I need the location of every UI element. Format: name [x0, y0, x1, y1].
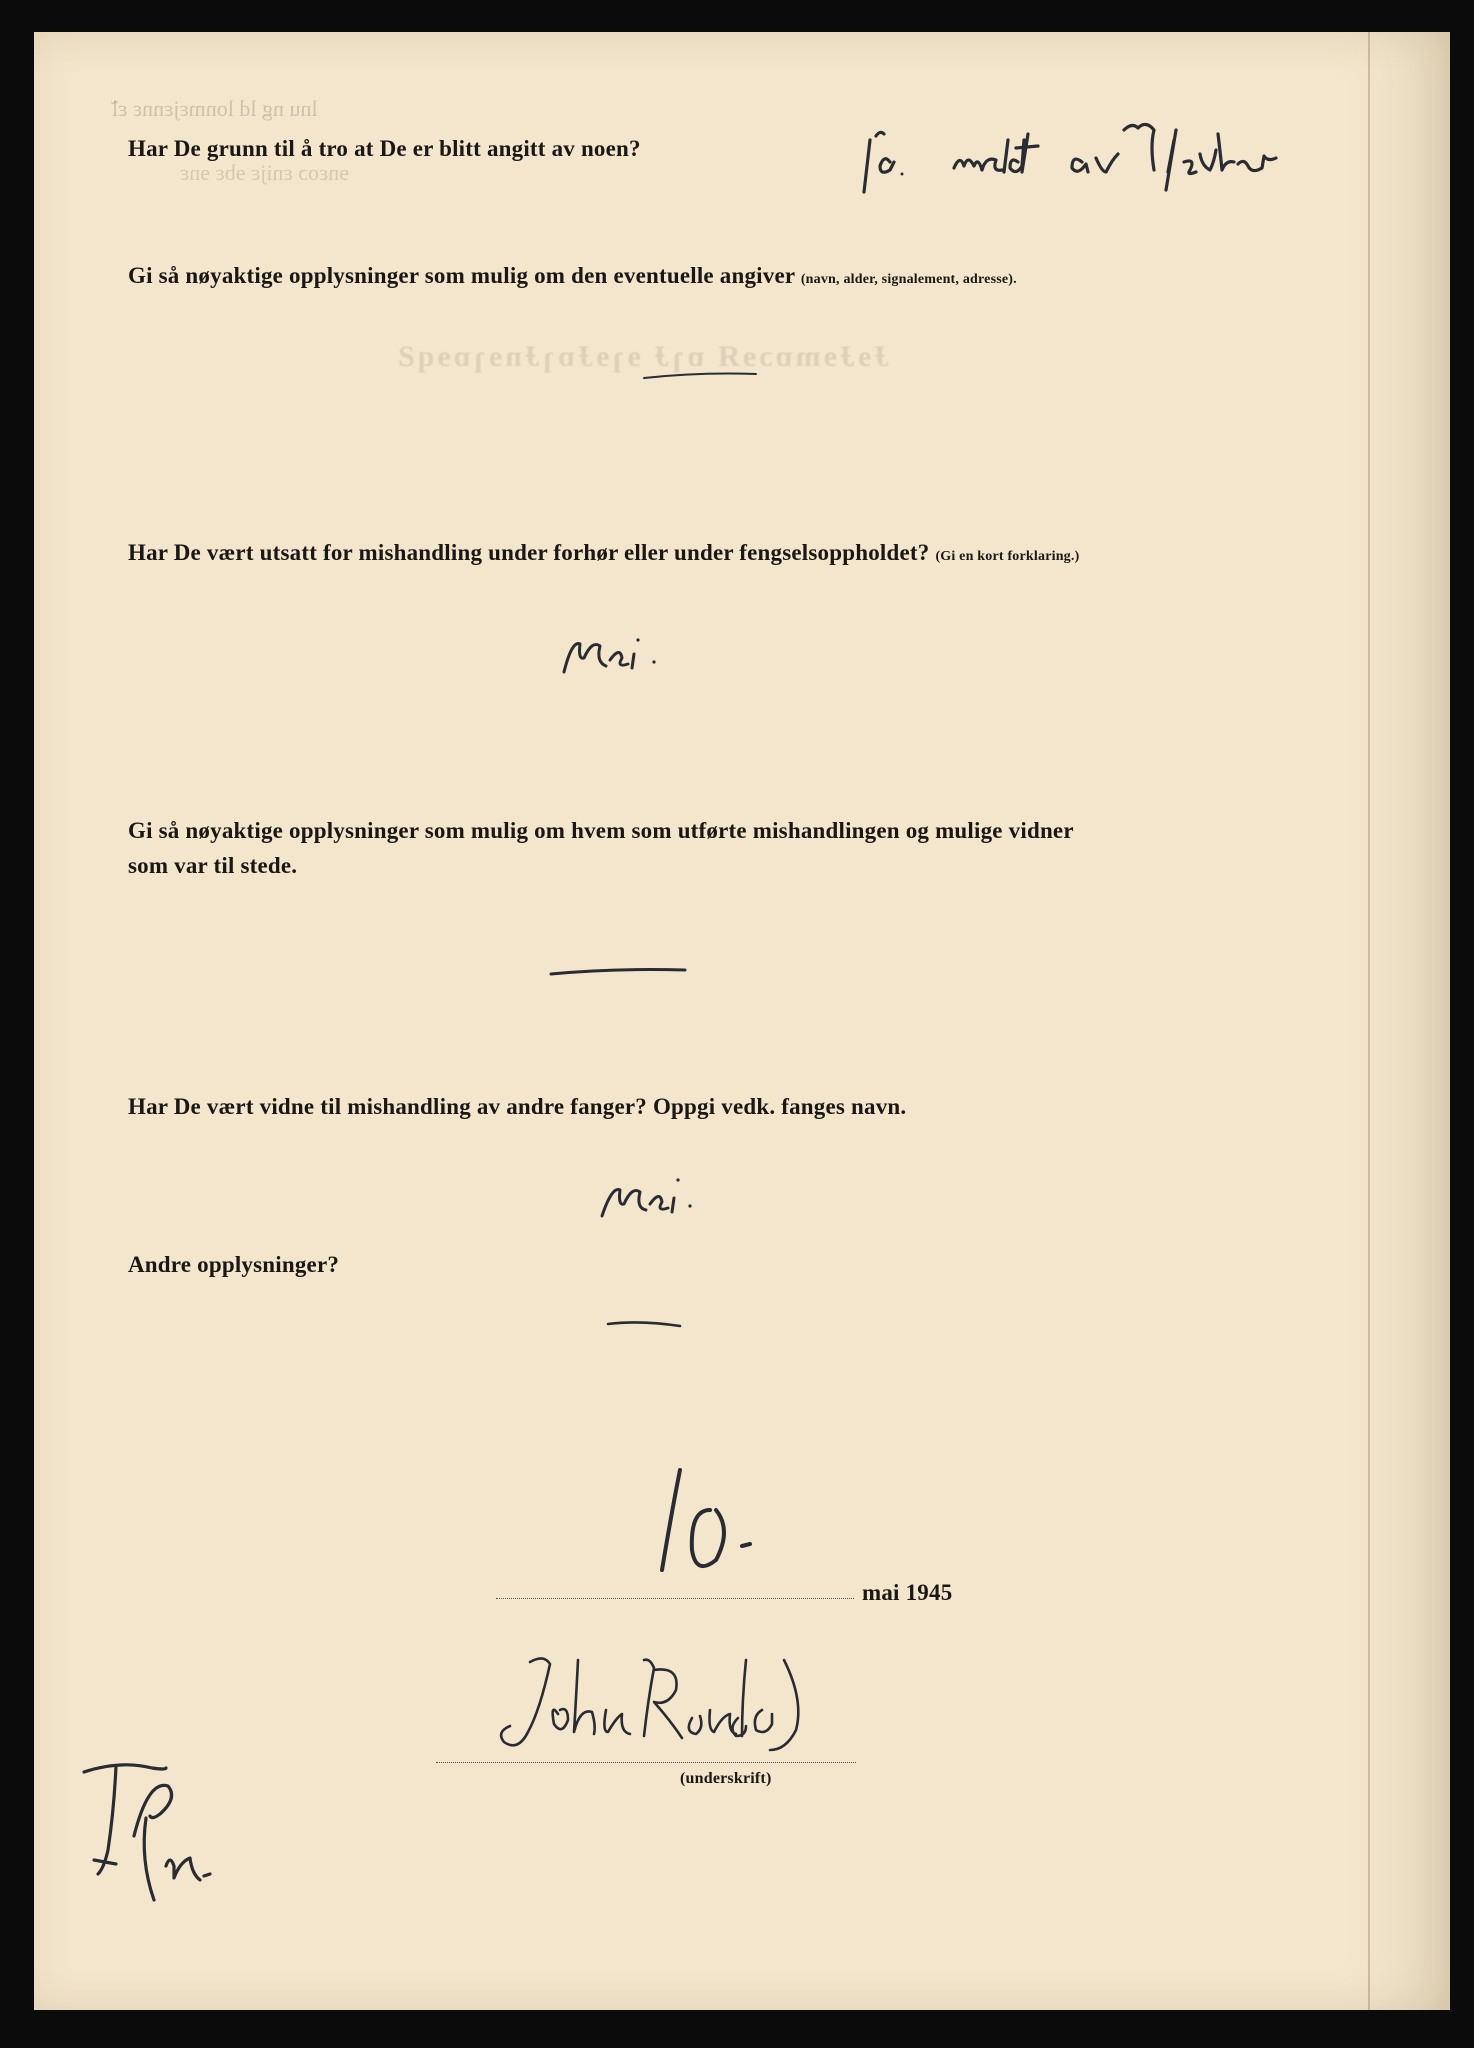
question-denounced: Har De grunn til å tro at De er blitt angitt av noen?: [128, 136, 641, 161]
handwritten-answer-denounced: [850, 100, 1410, 210]
question-informant-details-note: (navn, alder, signalement, adresse).: [800, 272, 1017, 287]
handwritten-answer-mistreatment: [550, 610, 750, 690]
question-mistreatment: [128, 540, 1079, 566]
question-informant-details-main: Gi så nøyaktige opplysninger som mulig om den eventuelle angiver: [128, 263, 795, 288]
question-mistreatment-main: Har De vært utsatt for mishandling under forhør eller under fengselsoppholdet?: [128, 540, 930, 565]
bleed-through-text: ɘnɛoɔ ɛnijɛ ɘbɛ ɘnɛ: [180, 160, 349, 185]
question-witness: Har De vært vidne til mishandling av andre fanger? Oppgi vedk. fanges navn.: [128, 1094, 907, 1119]
stray-pencil-stroke: [640, 368, 760, 388]
handwritten-initials: [70, 1750, 250, 1930]
signature-line: [436, 1762, 856, 1763]
handwritten-dash-perpetrators: [545, 958, 705, 988]
question-mistreatment-note: (Gi en kort forklaring.): [935, 549, 1080, 564]
handwritten-date-day: [620, 1450, 800, 1600]
bleed-through-text: lnu ng ld lonmɛjɛnnɛ ɛ̃l: [112, 96, 318, 121]
signature-caption: (underskrift): [680, 1770, 772, 1787]
handwritten-answer-witness: [590, 1150, 790, 1230]
signature-handwriting: [470, 1640, 910, 1770]
date-month-year: mai 1945: [862, 1580, 953, 1605]
question-perpetrators: Gi så nøyaktige opplysninger som mulig om hvem som utførte mishandlingen og mulige vidner: [128, 818, 1074, 843]
question-perpetrators-cont: som var til stede.: [128, 853, 298, 878]
handwritten-dash-other-info: [600, 1310, 700, 1340]
date-line: [496, 1598, 854, 1599]
page-fold: [1368, 32, 1370, 2010]
question-other-info: Andre opplysninger?: [128, 1252, 340, 1277]
bleed-through-text: ɈɘɈɘmɒɔɘЯ ɒɿɈ ɘɿɘɈɒɿɈnɘɿɒɘqƧ: [395, 340, 890, 373]
question-informant-details: [128, 263, 1017, 289]
